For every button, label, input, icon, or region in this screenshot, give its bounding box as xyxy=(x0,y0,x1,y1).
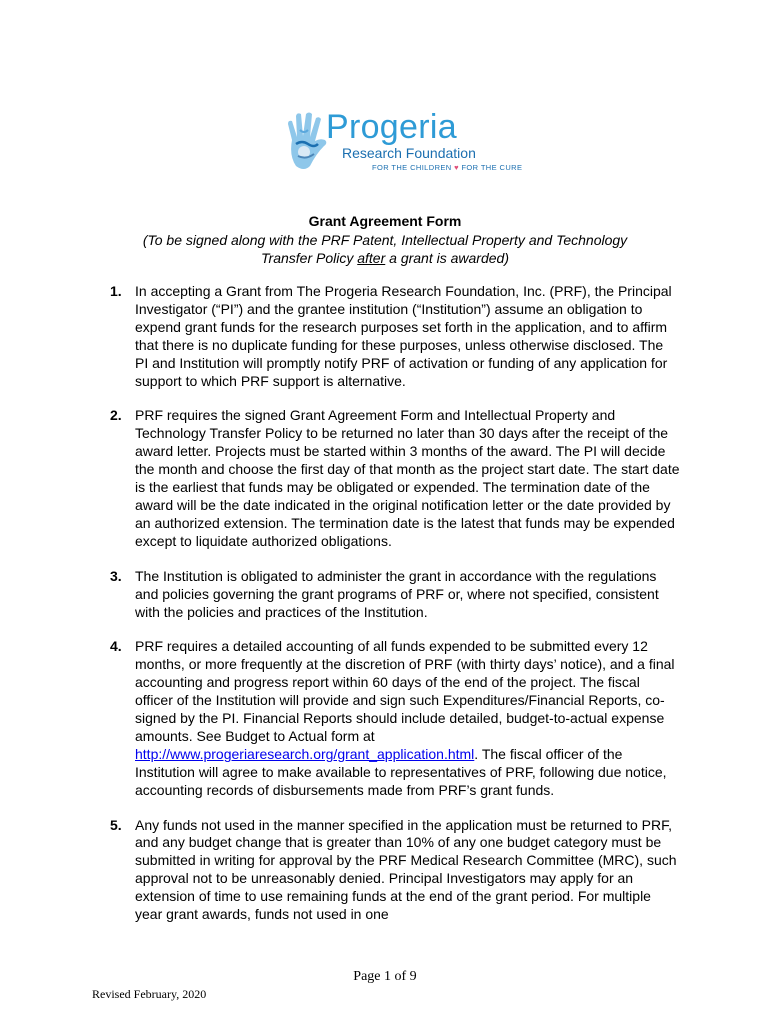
agreement-items xyxy=(110,283,680,941)
subtitle-before: (To be signed along with the PRF Patent, Intellectual Property and Technology Transfer Policy xyxy=(142,232,628,266)
item-number: 1. xyxy=(110,283,122,299)
subtitle-after: a grant is awarded) xyxy=(385,250,509,266)
logo-tagline-right: FOR THE CURE xyxy=(461,163,523,172)
list-item xyxy=(110,817,680,924)
list-item xyxy=(110,283,680,390)
logo-tagline-left: FOR THE CHILDREN xyxy=(372,163,452,172)
item-number: 4. xyxy=(110,638,122,655)
form-title: Grant Agreement Form xyxy=(308,213,462,229)
list-item xyxy=(110,638,680,799)
item-number: 2. xyxy=(110,407,122,424)
grant-application-link[interactable]: http://www.progeriaresearch.org/grant_application.html xyxy=(135,745,475,762)
item-number: 3. xyxy=(110,567,122,584)
subtitle-underlined: after xyxy=(357,250,386,266)
revision-date: Revised February, 2020 xyxy=(92,987,207,1001)
item-text: PRF requires the signed Grant Agreement Form and Intellectual Property and Technology Transfer Policy to be returned no later than 30 days after the receipt of the award letter. Projects must be started within 3 months of the award. The PI will decide the month and choose the first day of that month as the project start date. The start date is the earliest that funds may be obligated or expended. The termination date of the award will be the date indicated in the original notification letter or the date provided by an authorized extension. The termination date is the latest that funds may be expended except to liquidate authorized obligations. xyxy=(135,407,680,549)
item-text-after: . The fiscal officer of the Institution will agree to make available to representatives of PRF, following due notice, accounting records of disbursements made from PRF’s grant funds. xyxy=(135,745,667,798)
item-text: The Institution is obligated to administer the grant in accordance with the regulations and policies governing the grant programs of PRF or, where not specified, consistent with the policies and practices of the Institution. xyxy=(135,567,659,620)
logo-subtitle: Research Foundation xyxy=(342,145,476,161)
list-item xyxy=(110,568,680,622)
item-text: Any funds not used in the manner specified in the application must be returned to PRF, and any budget change that is greater than 10% of any one budget category must be submitted in writing for approval by the PRF Medical Research Committee (MRC), such approval not to be unreasonably denied. Principal Investigators may apply for an extension of time to use remaining funds at the end of the grant period. For multiple year grant awards, funds not used in one xyxy=(135,816,677,923)
logo-name: Progeria xyxy=(326,108,457,146)
list-item xyxy=(110,407,680,550)
heart-icon: ♥ xyxy=(454,163,459,172)
item-text-before: PRF requires a detailed accounting of all funds expended to be submitted every 12 months, or more frequently at the discretion of PRF (with thirty days’ notice), and a final accounting and progress report within 60 days of the end of the project. The fiscal officer of the Institution will provide and sign such Expenditures/Financial Reports, co-signed by the PI. Financial Reports should include detailed, budget-to-actual expense amounts. See Budget to Actual form at xyxy=(135,638,675,744)
item-number: 5. xyxy=(110,816,122,833)
progeria-logo xyxy=(284,108,523,174)
page-number: Page 1 of 9 xyxy=(353,969,417,984)
item-text: In accepting a Grant from The Progeria Research Foundation, Inc. (PRF), the Principal Investigator (“PI”) and the grantee institution (“Institution”) assume an obligation to expend grant funds for the research purposes set forth in the application, and to affirm that there is no duplicate funding for these purposes, unless otherwise disclosed. The PI and Institution will promptly notify PRF of activation or funding of any application for support to which PRF support is alternative. xyxy=(135,283,672,389)
form-subtitle xyxy=(140,231,630,267)
logo-tagline xyxy=(372,163,522,172)
